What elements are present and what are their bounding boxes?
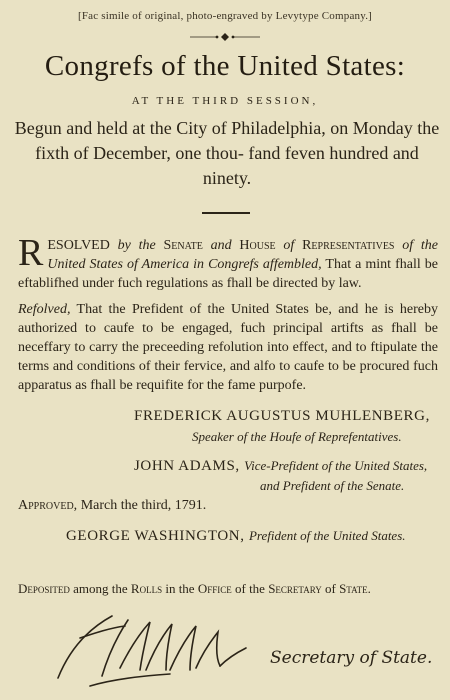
- president-line: [66, 528, 406, 545]
- resolution-two-text: That the Prefident of the United States be, and he is hereby authorized to caufe to be engaged, fuch principal artifts as fhall be neceffary to carry the preceeding refolution into effect, and to ftipulate the terms and conditions of their fervice, and alfo to caufe to be procured fuch apparatus as fhall be requifite for the fame purpofe.: [18, 302, 438, 393]
- president-name: GEORGE WASHINGTON,: [66, 528, 245, 544]
- house-word: House: [239, 238, 276, 253]
- text-fragment: of the United States of America in Congrefs affembled,: [47, 238, 439, 272]
- speaker-role: Speaker of the Houfe of Reprefentatives.: [192, 429, 402, 444]
- section-rule: [202, 212, 250, 214]
- resolved-lead: ESOLVED: [47, 238, 110, 253]
- text-fragment: and: [202, 238, 240, 253]
- deposit-note: [18, 580, 438, 597]
- vp-name: JOHN ADAMS,: [134, 458, 240, 474]
- resolved-lead-italic: Refolved,: [18, 302, 71, 317]
- text-fragment: of: [321, 581, 340, 596]
- representatives-word: Representatives: [302, 238, 395, 253]
- approved-date: March the third, 1791.: [77, 498, 207, 513]
- handwritten-signature: [50, 608, 250, 688]
- session-heading: AT THE THIRD SESSION,: [131, 95, 319, 107]
- drop-cap: R: [18, 232, 44, 274]
- intro-paragraph: Begun and held at the City of Philadelphia, on Monday the fixth of December, one thou- fand feven hundred and ninety.: [14, 118, 440, 188]
- approved-label: Approved,: [18, 498, 78, 513]
- text-fragment: of: [275, 238, 303, 253]
- secretary-of-state-script: Secretary of State.: [270, 648, 433, 668]
- senate-word: Senate: [163, 238, 203, 253]
- text-fragment: of the: [231, 581, 269, 596]
- approved-line: [18, 498, 206, 514]
- president-role: Prefident of the United States.: [248, 528, 406, 543]
- text-fragment: by the: [109, 238, 164, 253]
- vp-line: [134, 458, 427, 475]
- text-fragment: That a mint fhall be eftablifhed under fuch regulations as fhall be directed by law.: [18, 257, 439, 291]
- ornament-divider: [190, 32, 260, 42]
- secretary-word: Secretary: [268, 581, 322, 596]
- deposited-word: Deposited: [18, 581, 70, 596]
- document-title: Congrefs of the United States:: [44, 50, 406, 82]
- text-fragment: in the: [162, 581, 198, 596]
- rolls-word: Rolls: [130, 581, 163, 596]
- vp-role: Vice-Prefident of the United States,: [244, 458, 428, 473]
- office-word: Office: [197, 581, 232, 596]
- state-word: State.: [339, 581, 371, 596]
- resolution-one: [18, 232, 439, 293]
- resolution-two: [18, 300, 438, 395]
- facsimile-note: [Fac simile of original, photo-engraved by Levytype Company.]: [77, 10, 373, 22]
- vp-role-2: and Prefident of the Senate.: [260, 478, 405, 493]
- speaker-name: FREDERICK AUGUSTUS MUHLENBERG,: [134, 408, 430, 424]
- text-fragment: among the: [69, 581, 131, 596]
